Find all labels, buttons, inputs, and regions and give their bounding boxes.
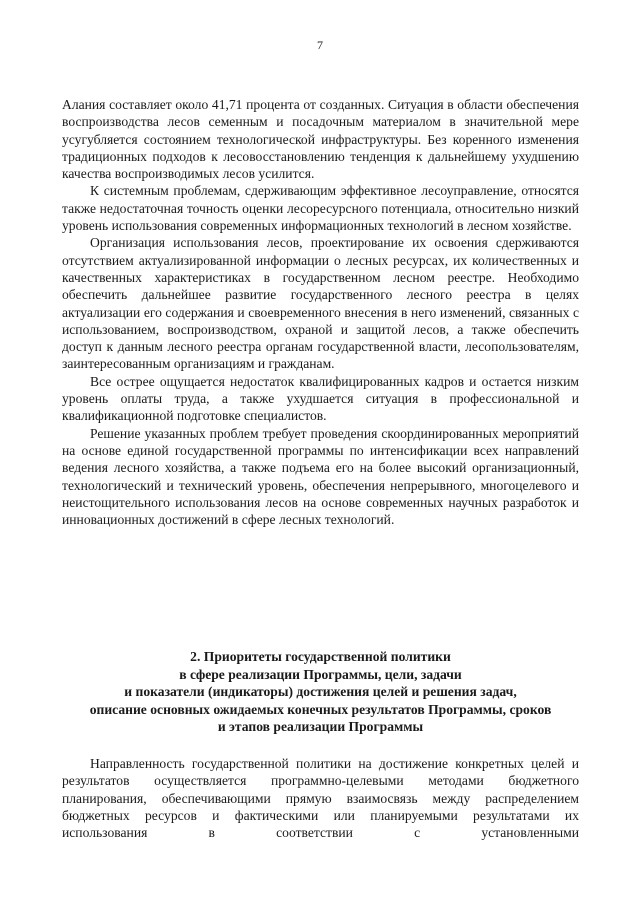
paragraph: К системным проблемам, сдерживающим эффективное лесоуправление, относятся также недостаточная точность оценки лесоресурсного потенциала, относительно низкий уровень использования современных информационных технологий в лесном хозяйстве.	[62, 183, 579, 234]
section-heading-line: в сфере реализации Программы, цели, задачи	[179, 666, 462, 682]
paragraph: Алания составляет около 41,71 процента от созданных. Ситуация в области обеспечения воспроизводства лесов семенным и посадочным материалом в значительной мере усугубляется состоянием технологической инфраструктуры. Без коренного изменения традиционных подходов к лесовосстановлению тенденция к дальнейшему ухудшению качества воспроизводимых лесов усилится.	[62, 97, 579, 182]
paragraph: Организация использования лесов, проектирование их освоения сдерживаются отсутствием актуализированной информации о лесных ресурсах, их количественных и качественных характеристиках в государственном лесном реестре. Необходимо обеспечить дальнейшее развитие государственного лесного реестра в целях актуализации его содержания и своевременного внесения в него изменений, связанных с использованием, воспроизводством, охраной и защитой лесов, а также обеспечить доступ к данным лесного реестра органам государственной власти, лесопользователям, заинтересованным организациям и гражданам.	[62, 235, 579, 372]
section-heading-line: описание основных ожидаемых конечных результатов Программы, сроков	[89, 701, 552, 717]
paragraph: Все острее ощущается недостаток квалифицированных кадров и остается низким уровень оплаты труда, а также ухудшается ситуация в профессиональной и квалификационной подготовке специалистов.	[62, 373, 579, 424]
section-heading-line: и показатели (индикаторы) достижения целей и решения задач,	[124, 684, 517, 699]
body-text	[62, 96, 579, 528]
section-text	[62, 755, 579, 841]
paragraph: Решение указанных проблем требует проведения скоординированных мероприятий на основе единой государственной программы по интенсификации всех направлений ведения лесного хозяйства, а также подъема его на более высокий организационный, технологический и технический уровень, обеспечения непрерывного, многоцелевого и неистощительного использования лесов на основе современных научных разработок и инновационных достижений в сфере лесных технологий.	[62, 425, 579, 528]
section-heading-line: 2. Приоритеты государственной политики	[190, 649, 451, 664]
section-heading-line: и этапов реализации Программы	[217, 719, 424, 734]
page-number: 7	[317, 38, 323, 52]
section-heading	[62, 648, 579, 736]
paragraph: Направленность государственной политики на достижение конкретных целей и результатов осуществляется программно-целевыми методами бюджетного планирования, обеспечивающими прямую взаимосвязь между распределением бюджетных ресурсов и фактическими или планируемыми результатами их использования в соответствии с установленными	[62, 756, 579, 841]
